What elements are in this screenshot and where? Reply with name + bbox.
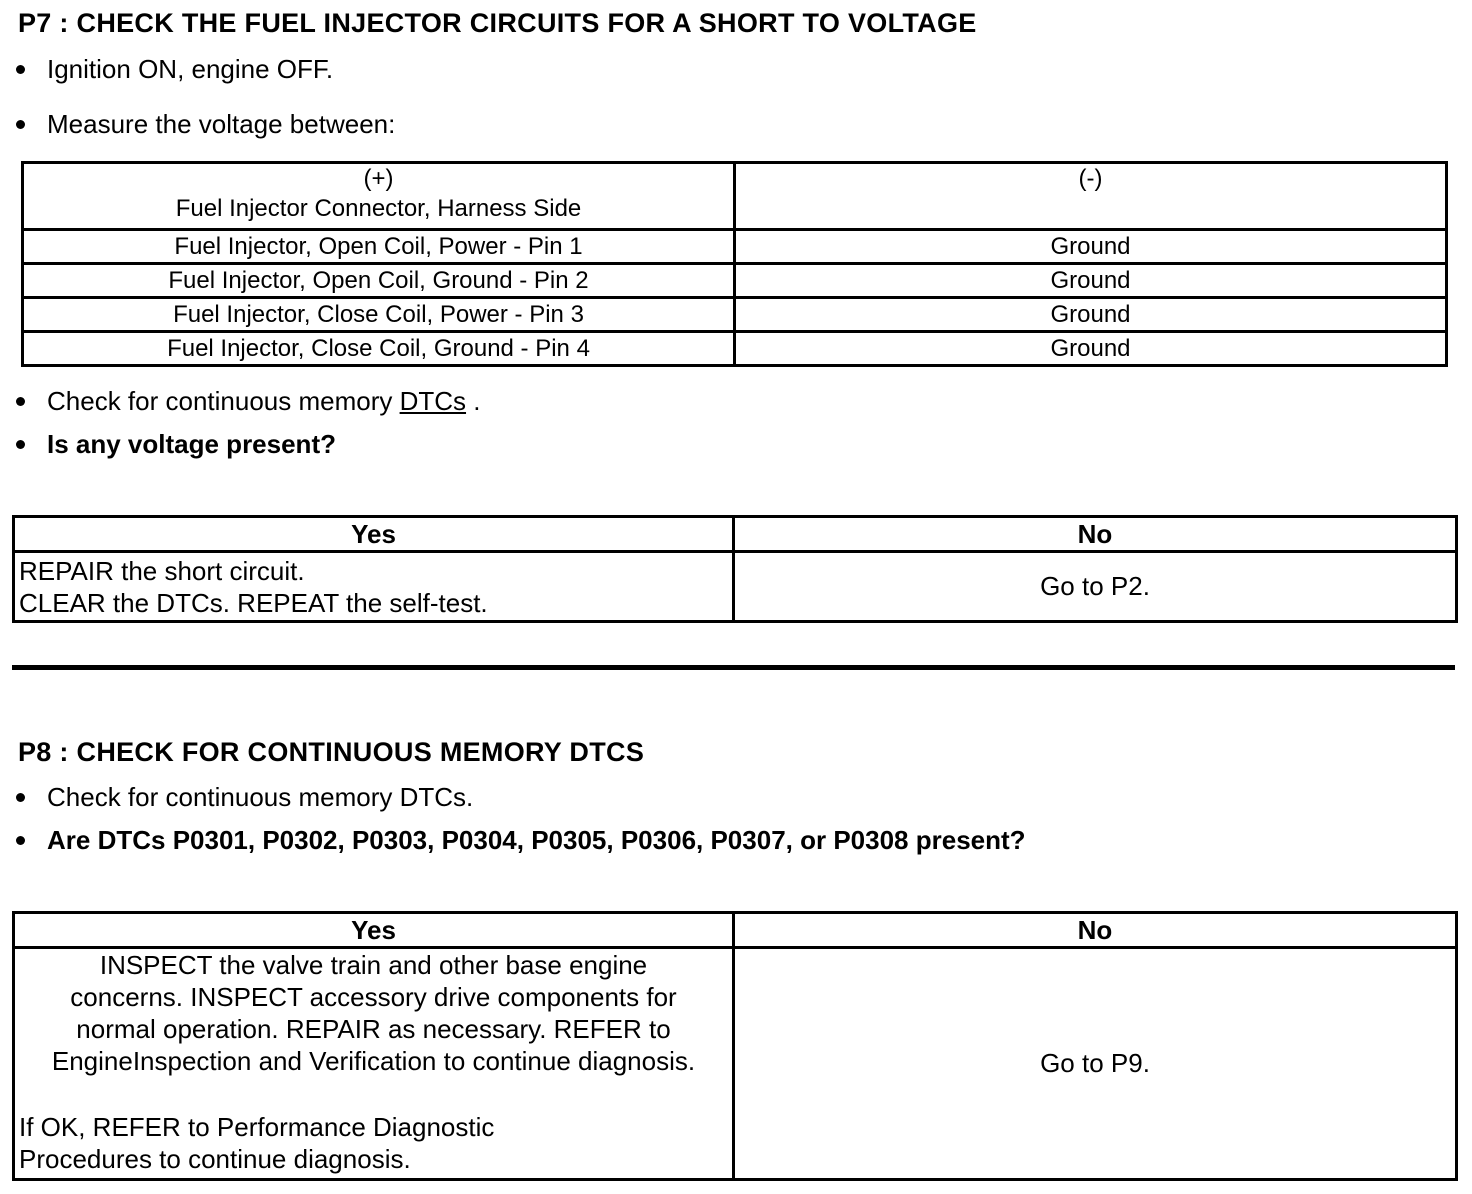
spacer [19, 1077, 728, 1111]
yes-left-line: Procedures to continue diagnosis. [19, 1144, 411, 1174]
no-cell: Go to P2. [734, 552, 1457, 622]
plus-cell: Fuel Injector, Open Coil, Ground - Pin 2 [23, 264, 735, 298]
p7-heading: P7 : CHECK THE FUEL INJECTOR CIRCUITS FOR A SHORT TO VOLTAGE [18, 8, 977, 38]
p8-bullet-check-dtcs [16, 782, 473, 813]
no-cell: Go to P9. [734, 948, 1457, 1180]
p7-bullet-ignition [16, 54, 333, 85]
minus-cell: Ground [735, 230, 1447, 264]
bullet-text: Check for continuous memory DTCs. [47, 782, 474, 812]
question-text: Is any voltage present? [47, 429, 336, 459]
decision-header-row [14, 913, 1457, 948]
minus-symbol: (-) [1078, 165, 1103, 192]
p8-heading: P8 : CHECK FOR CONTINUOUS MEMORY DTCS [18, 737, 645, 767]
bullet-icon [16, 397, 25, 406]
yes-cell [14, 948, 734, 1180]
plus-cell: Fuel Injector, Open Coil, Power - Pin 1 [23, 230, 735, 264]
yes-center-line: INSPECT the valve train and other base engine [99, 950, 648, 980]
bullet-icon [16, 793, 25, 802]
bullet-icon [16, 65, 25, 74]
p7-bullet-measure [16, 109, 395, 140]
minus-cell: Ground [735, 264, 1447, 298]
bullet-text: Ignition ON, engine OFF. [47, 54, 334, 84]
plus-header-label: Fuel Injector Connector, Harness Side [175, 195, 582, 222]
yes-header: Yes [14, 913, 734, 948]
yes-left-line: If OK, REFER to Performance Diagnostic [19, 1112, 495, 1142]
no-header: No [734, 517, 1457, 552]
section-divider [12, 665, 1455, 670]
minus-cell: Ground [735, 298, 1447, 332]
table-row [23, 332, 1447, 366]
table-row [23, 230, 1447, 264]
yes-cell [14, 552, 734, 622]
bullet-icon [16, 440, 25, 449]
decision-row [14, 552, 1457, 622]
plus-symbol: (+) [363, 165, 394, 192]
yes-line: REPAIR the short circuit. [19, 555, 305, 586]
bullet-text: Measure the voltage between: [47, 109, 396, 139]
p8-decision-table [12, 911, 1458, 1181]
yes-center-line: concerns. INSPECT accessory drive components for [70, 982, 677, 1012]
yes-center-line: normal operation. REPAIR as necessary. REFER to [76, 1014, 671, 1044]
decision-row [14, 948, 1457, 1180]
p7-question [16, 429, 336, 460]
p7-decision-table [12, 515, 1458, 623]
check-suffix: . [466, 386, 481, 416]
table-row [23, 298, 1447, 332]
yes-center-line: EngineInspection and Verification to continue diagnosis. [51, 1046, 696, 1076]
dtcs-link[interactable]: DTCs [399, 386, 467, 416]
voltage-measurement-table [21, 161, 1448, 367]
yes-line: CLEAR the DTCs. REPEAT the self-test. [19, 587, 488, 618]
p8-question [16, 825, 1026, 856]
question-text: Are DTCs P0301, P0302, P0303, P0304, P0305, P0306, P0307, or P0308 present? [47, 825, 1026, 855]
yes-header: Yes [14, 517, 734, 552]
plus-cell: Fuel Injector, Close Coil, Power - Pin 3 [23, 298, 735, 332]
bullet-icon [16, 120, 25, 129]
no-header: No [734, 913, 1457, 948]
plus-cell: Fuel Injector, Close Coil, Ground - Pin 4 [23, 332, 735, 366]
bullet-icon [16, 836, 25, 845]
table-header-row [23, 163, 1447, 230]
bullet-text [47, 386, 480, 417]
plus-header-cell [23, 163, 735, 230]
minus-cell: Ground [735, 332, 1447, 366]
p7-bullet-check-dtcs [16, 386, 480, 417]
check-prefix: Check for continuous memory [47, 386, 400, 416]
table-row [23, 264, 1447, 298]
minus-header-cell [735, 163, 1447, 230]
decision-header-row [14, 517, 1457, 552]
